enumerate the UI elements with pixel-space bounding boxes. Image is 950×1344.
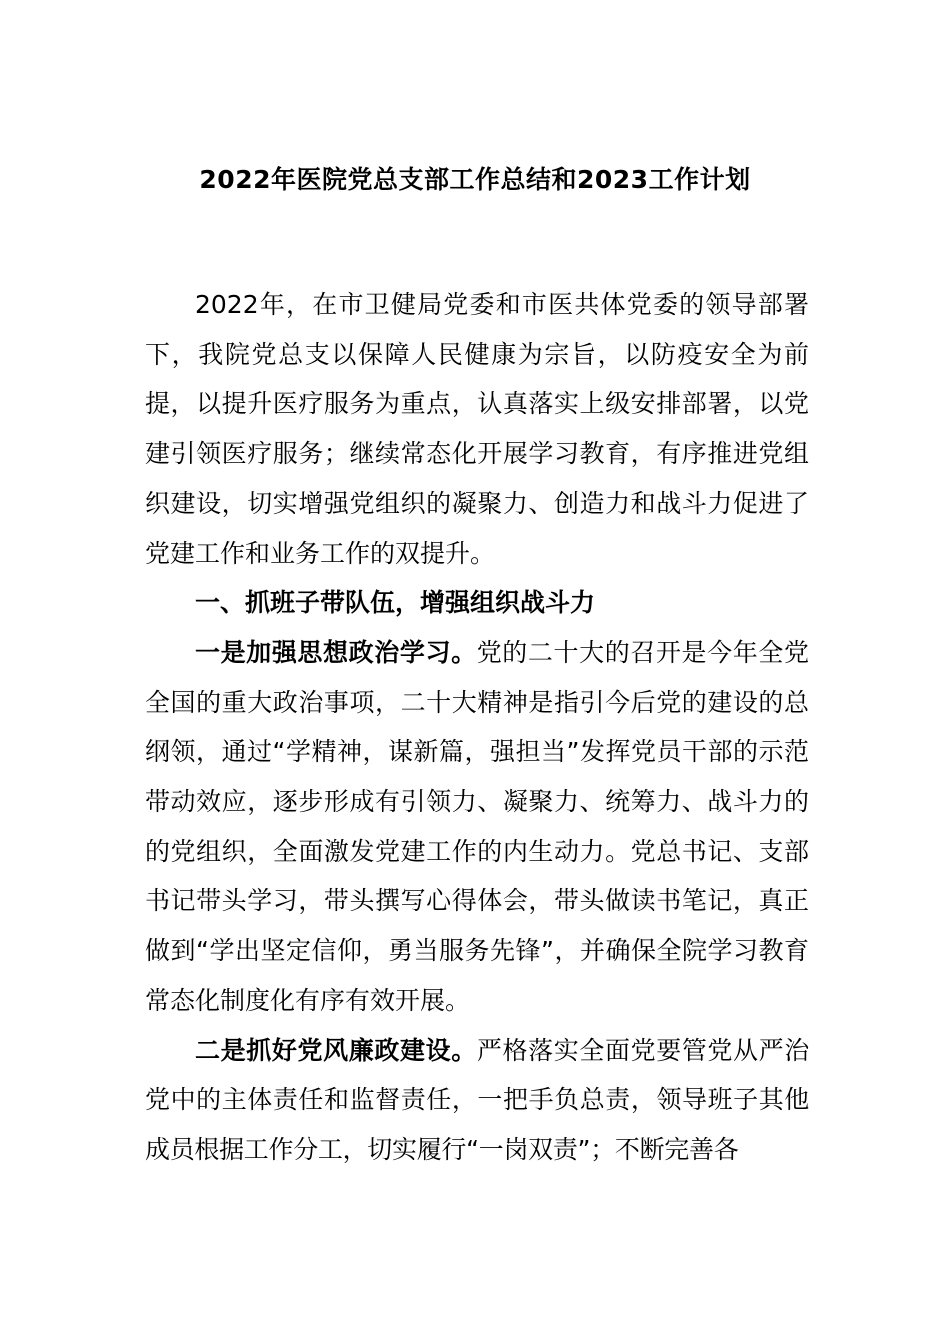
- document-body: [145, 280, 809, 1175]
- item-2-lead: 二是抓好党风廉政建设。: [195, 1035, 477, 1065]
- item-1-text: 党的二十大的召开是今年全党全国的重大政治事项，二十大精神是指引今后党的建设的总纲领，通过“学精神，谋新篇，强担当”发挥党员干部的示范带动效应，逐步形成有引领力、凝聚力、统筹力、战斗力的的党组织，全面激发党建工作的内生动力。党总书记、支部书记带头学习，带头撰写心得体会，带头做读书笔记，真正做到“学出坚定信仰，勇当服务先锋”，并确保全院学习教育常态化制度化有序有效开展。: [145, 637, 809, 1015]
- intro-paragraph: [145, 280, 809, 578]
- section-one-item-2: [145, 1026, 809, 1175]
- section-heading-one: 一、抓班子带队伍，增强组织战斗力: [195, 588, 596, 618]
- document-title: 2022年医院党总支部工作总结和2023工作计划: [199, 165, 751, 194]
- item-1-lead: 一是加强思想政治学习。: [195, 637, 477, 667]
- item-2-text: 严格落实全面党要管党从严治党中的主体责任和监督责任，一把手负总责，领导班子其他成员根据工作分工，切实履行“一岗双责”；不断完善各: [145, 1035, 809, 1164]
- intro-paragraph-text: 2022年，在市卫健局党委和市医共体党委的领导部署下，我院党总支以保障人民健康为宗旨，以防疫安全为前提，以提升医疗服务为重点，认真落实上级安排部署，以党建引领医疗服务；继续常态化开展学习教育，有序推进党组织建设，切实增强党组织的凝聚力、创造力和战斗力促进了党建工作和业务工作的双提升。: [145, 290, 809, 568]
- section-one-item-1: [145, 628, 809, 1026]
